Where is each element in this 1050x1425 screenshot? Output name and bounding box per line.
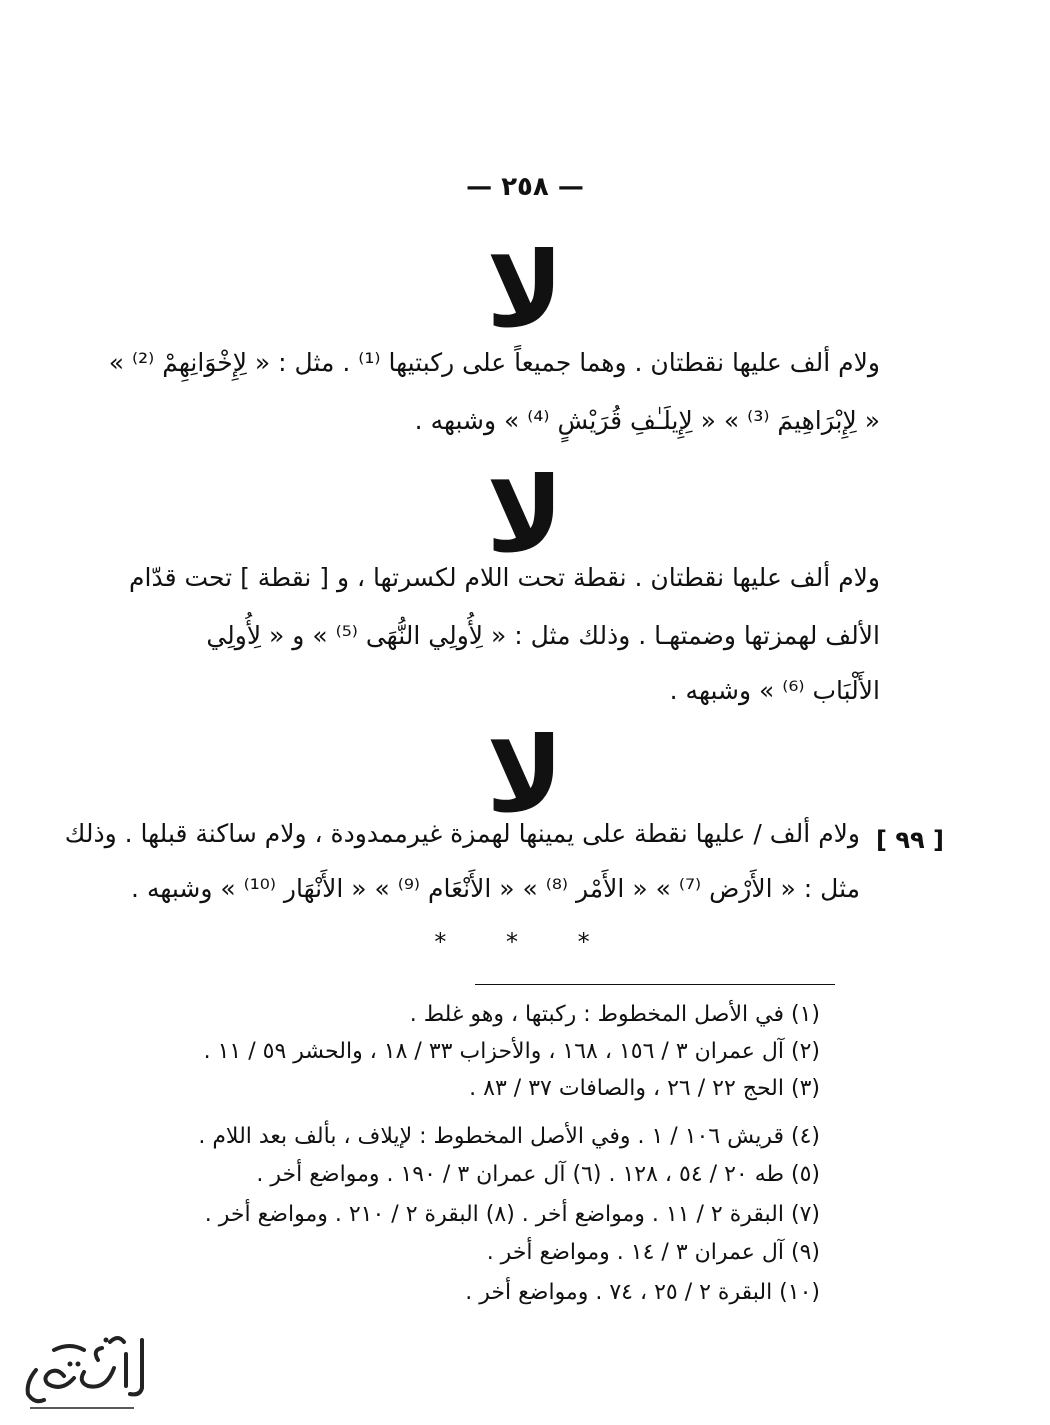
- section-3-line-2: مثل : « الأَرْض ⁽⁷⁾ » « الأَمْر ⁽⁸⁾ » « الأَنْعَام ⁽⁹⁾ » « الأَنْهَار ⁽¹⁰⁾ » وشبهه .: [131, 874, 860, 903]
- footnote-4: (٤) قريش ١٠٦ / ١ . وفي الأصل المخطوط : لإيلاف ، بألف بعد اللام .: [198, 1124, 820, 1149]
- section-1-line-1: ولام ألف عليها نقطتان . وهما جميعاً على ركبتيها ⁽¹⁾ . مثل : « لِإِخْوَانِهِمْ ⁽²⁾ »: [108, 348, 880, 377]
- section-2-line-3: الأَلْبَاب ⁽⁶⁾ » وشبهه .: [669, 676, 880, 705]
- page-number: — ٢٥٨ —: [466, 172, 584, 202]
- section-separator: * * *: [434, 928, 616, 956]
- footnote-7: (٩) آل عمران ٣ / ١٤ . ومواضع أخر .: [486, 1240, 820, 1265]
- calligraphy-stamp-icon: [14, 1320, 154, 1416]
- footnote-5: (٥) طه ٢٠ / ٥٤ ، ١٢٨ . (٦) آل عمران ٣ / ١٩٠ . ومواضع أخر .: [256, 1162, 820, 1187]
- headword-lam-alif-1: لا: [486, 229, 564, 351]
- headword-lam-alif-2: لا: [486, 454, 564, 576]
- footnote-2: (٢) آل عمران ٣ / ١٥٦ ، ١٦٨ ، والأحزاب ٣٣ / ١٨ ، والحشر ٥٩ / ١١ .: [203, 1039, 820, 1064]
- section-2-line-2: الألف لهمزتها وضمتهـا . وذلك مثل : « لِأُولِي النُّهَى ⁽⁵⁾ » و « لِأُولِي: [206, 621, 880, 650]
- footnote-3: (٣) الحج ٢٢ / ٢٦ ، والصافات ٣٧ / ٨٣ .: [469, 1076, 820, 1101]
- section-1-line-2: « لِإِبْرَاهِيمَ ⁽³⁾ » « لِإِيلَـٰفِ قُرَيْشٍ ⁽⁴⁾ » وشبهه .: [414, 406, 880, 435]
- footnote-6: (٧) البقرة ٢ / ١١ . ومواضع أخر . (٨) البقرة ٢ / ٢١٠ . ومواضع أخر .: [204, 1202, 820, 1227]
- margin-folio-marker: [ ٩٩ ]: [876, 826, 944, 854]
- footnote-8: (١٠) البقرة ٢ / ٢٥ ، ٧٤ . ومواضع أخر .: [465, 1280, 820, 1305]
- footnote-rule: [475, 984, 835, 985]
- headword-lam-alif-3: لا: [486, 714, 564, 836]
- footnote-1: (١) في الأصل المخطوط : ركبتها ، وهو غلط .: [409, 1002, 820, 1027]
- section-3-line-1: ولام ألف / عليها نقطة على يمينها لهمزة غيرممدودة ، ولام ساكنة قبلها . وذلك: [64, 819, 860, 848]
- section-2-line-1: ولام ألف عليها نقطتان . نقطة تحت اللام لكسرتها ، و [ نقطة ] تحت قدّام: [129, 563, 880, 592]
